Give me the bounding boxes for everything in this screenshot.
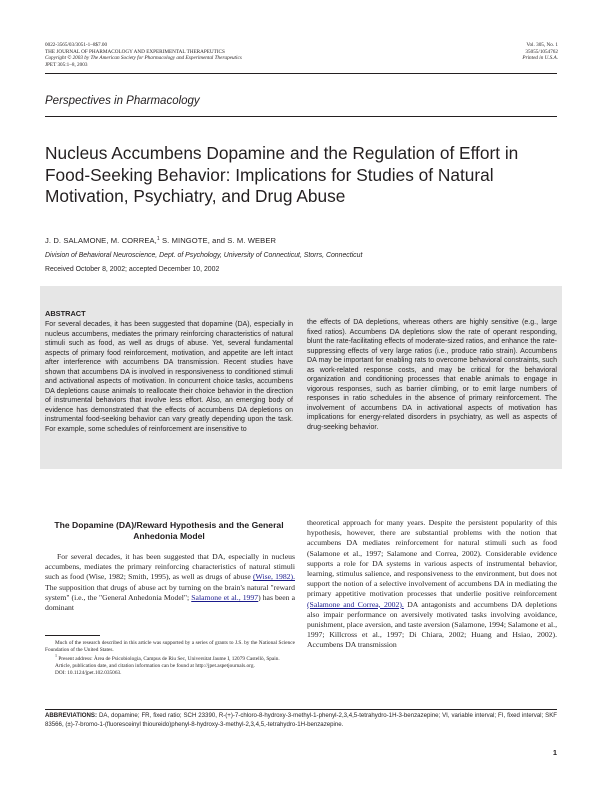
- header-line: Printed in U.S.A.: [522, 55, 558, 62]
- header-line: Copyright © 2003 by The American Society for Pharmacology and Experimental Therapeutics: [45, 55, 242, 62]
- journal-header-right: [408, 42, 558, 62]
- body-left-column: [45, 552, 295, 613]
- abstract-right-column: the effects of DA depletions, whereas others are highly sensitive (e.g., large fixed ratios). Accumbens DA depletions slow the rate of operant responding, blunt the rate-facilitating effects of moderate-sized ratios, and enhance the rate-suppressing effects of very large ratios (i.e., produce ratio strain). Accumbens DA may be important for enabling rats to overcome behavioral constraints, such as work-related response costs, and may be critical for the behavioral organization and conditioning processes that enable animals to engage in vigorous responses, such as barrier climbing, or to emit large numbers of responses in ratio schedules in the absence of primary reinforcement. The involvement of accumbens DA in activational aspects of motivation has implications for energy-related disorders in psychiatry, as well as aspects of drug-seeking behavior.: [307, 319, 557, 431]
- page-number: 1: [552, 748, 557, 757]
- header-line: JPET 305:1–8, 2003: [45, 61, 88, 68]
- body-text: ) has been a dominant: [45, 592, 295, 613]
- body-text: For several decades, it has been suggested that DA, especially in nucleus accumbens, mediates the primary reinforcing characteristics of natural stimuli such as food (Wise, 1982; Smith, 1995), as well as drugs of abuse: [45, 552, 295, 582]
- author-footnote-mark: 1: [156, 236, 160, 242]
- article-title: Nucleus Accumbens Dopamine and the Regulation of Effort in Food-Seeking Behavior: Implications for Studies of Natural Motivation, Psychiatry, and Drug Abuse: [45, 143, 519, 206]
- footnote: [45, 653, 295, 662]
- received-dates: Received October 8, 2002; accepted December 10, 2002: [45, 266, 220, 273]
- footnote: DOI: 10.1124/jpet.102.035063.: [55, 669, 122, 676]
- affiliation: Division of Behavioral Neuroscience, Dept. of Psychology, University of Connecticut, Storrs, Connecticut: [45, 252, 363, 259]
- header-line: Vol. 305, No. 1: [526, 42, 558, 48]
- body-right-column: [307, 518, 557, 651]
- footnote-text: Present address: Àrea de Psicobiologia, Campus de Riu Sec, Universitat Jaume I, 12079 Castellò, Spain.: [57, 656, 280, 663]
- section-heading: The Dopamine (DA)/Reward Hypothesis and the General Anhedonia Model: [54, 520, 284, 541]
- footnote: Much of the research described in this article was supported by a series of grants to J.S. by the National Science Foundation of the United States.: [45, 640, 295, 653]
- body-text: DA antagonists and accumbens DA depletions also impair performance on aversively motivated tasks involving avoidance, punishment, place aversion, and taste aversion (Salamone, 1994; Salamone et al., 1997; Killcross et al., 1997; Di Chiara, 2002; Huang and Hsiao, 2002). Accumbens DA transmission: [307, 599, 558, 650]
- footnote: Article, publication date, and citation information can be found at http://jpet.aspetjournals.org.: [55, 662, 255, 669]
- authors: [45, 236, 276, 245]
- footnote-rule: [45, 635, 100, 636]
- abbreviations-label: ABBREVIATIONS:: [45, 712, 98, 719]
- abbreviations-rule: [45, 709, 557, 710]
- abbreviations: [45, 712, 557, 729]
- header-line: 0022-3565/03/3051-1–8$7.00: [45, 42, 108, 48]
- abstract-left-column: For several decades, it has been suggested that dopamine (DA), especially in nucleus accumbens, mediates the primary reinforcing characteristics of natural stimuli such as food, as well as drugs of abuse. Yet, several fundamental aspects of primary food reinforcement, motivation, and appetite are left intact after interference with accumbens DA transmission. Recent studies have shown that accumbens DA is involved in responsiveness to conditioned stimuli and activational aspects of motivation. In concurrent choice tasks, accumbens DA depletions cause animals to reallocate their choice behavior in the direction of instrumental behaviors that involve less effort. Also, an emerging body of evidence has demonstrated that the effects of accumbens DA depletions on instrumental food-seeking behavior can vary greatly depending upon the task. For example, some schedules of reinforcement are insensitive to: [45, 321, 293, 433]
- journal-header-left: [45, 42, 345, 68]
- body-text: theoretical approach for many years. Despite the persistent popularity of this hypothesis, however, there are substantial problems with the notion that accumbens DA mediates reinforcement for natural stimuli such as food (Salamone et al., 1997; Salamone and Correa, 2002). Considerable evidence supports a role for DA systems in various aspects of instrumental behavior, learning, stimulus salience, and responsiveness to the environment, but does not support the notion of a selective involvement of accumbens DA in mediating the primary appetitive motivation processes that underlie positive reinforcement: [307, 518, 557, 599]
- section-label: Perspectives in Pharmacology: [45, 95, 200, 107]
- authors-part1: J. D. SALAMONE, M. CORREA,: [45, 236, 157, 245]
- citation-link[interactable]: Salamone et al., 1997: [191, 592, 259, 602]
- footnotes: [45, 640, 295, 676]
- citation-link[interactable]: (Wise, 1982).: [252, 572, 296, 582]
- section-label-rule: [45, 116, 557, 117]
- authors-part2: S. MINGOTE, and S. M. WEBER: [159, 236, 277, 245]
- header-line: 35055/1054762: [525, 48, 558, 55]
- citation-link[interactable]: (Salamone and Correa, 2002).: [307, 599, 404, 609]
- footnote-mark: 1: [55, 653, 57, 659]
- abbreviations-text: DA, dopamine; FR, fixed ratio; SCH 23390, R-(+)-7-chloro-8-hydroxy-3-methyl-1-phenyl-2,3,4,5-tetrahydro-1H-3-benzazepine; VI, variable interval; FI, fixed interval; SKF 83566, (±)-7-bromo-1-(fluoresceinyl thioureido)phenyl-8-hydroxy-3-methyl-2,3,4,5,-tetrahydro-1H-benzazepine.: [45, 712, 557, 728]
- header-line: THE JOURNAL OF PHARMACOLOGY AND EXPERIMENTAL THERAPEUTICS: [45, 48, 225, 55]
- body-text: The supposition that drugs of abuse act by turning on the brain's natural "reward system" (i.e., the "General Anhedonia Model";: [45, 582, 295, 602]
- abstract-heading: ABSTRACT: [45, 309, 86, 318]
- header-rule: [45, 73, 557, 74]
